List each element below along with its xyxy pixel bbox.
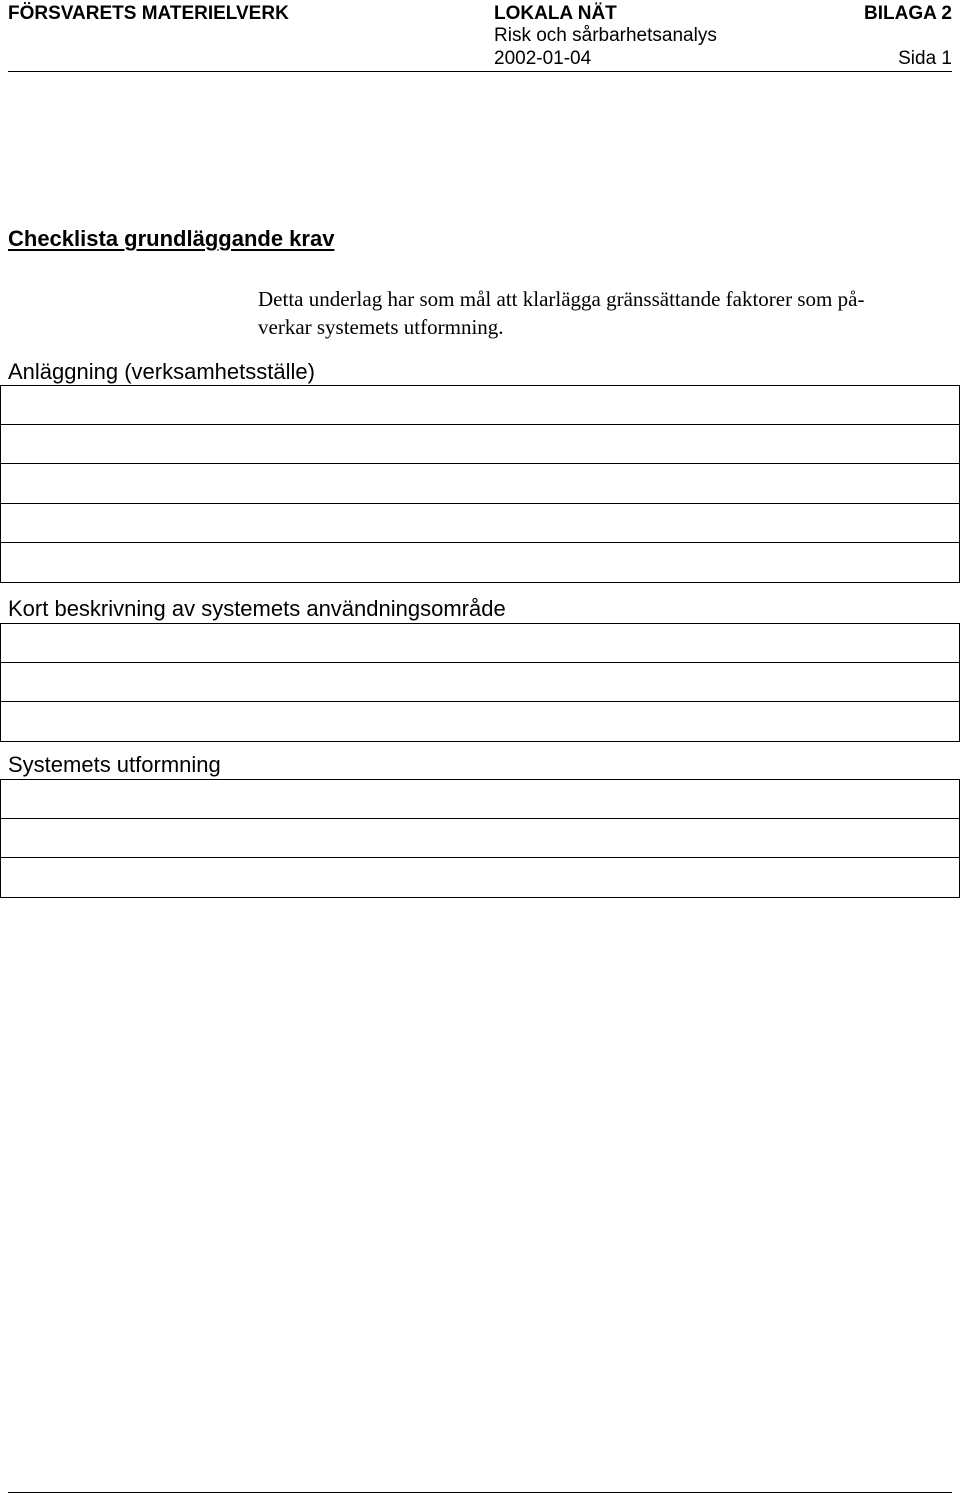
header-doc-title: Risk och sårbarhetsanalys — [494, 25, 717, 46]
usage-field-row-3[interactable] — [1, 702, 959, 742]
footer-rule — [8, 1492, 952, 1493]
facility-field-row-1[interactable] — [1, 385, 959, 425]
header-rule — [8, 71, 952, 72]
intro-paragraph — [258, 285, 938, 341]
header-attachment: BILAGA 2 — [864, 3, 952, 24]
design-field-row-2[interactable] — [1, 819, 959, 859]
facility-field-row-5[interactable] — [1, 543, 959, 583]
usage-fields — [0, 623, 960, 742]
header-page-number: Sida 1 — [898, 48, 952, 69]
section-label-design: Systemets utformning — [8, 752, 221, 777]
design-field-row-1[interactable] — [1, 779, 959, 819]
header-date: 2002-01-04 — [494, 48, 592, 69]
header-org: FÖRSVARETS MATERIELVERK — [8, 3, 289, 24]
header-project: LOKALA NÄT — [494, 3, 617, 24]
design-field-row-3[interactable] — [1, 858, 959, 898]
facility-field-row-4[interactable] — [1, 504, 959, 544]
facility-field-row-2[interactable] — [1, 425, 959, 465]
facility-field-row-3[interactable] — [1, 464, 959, 504]
facility-fields — [0, 385, 960, 583]
intro-line-1: Detta underlag har som mål att klarlägga gränssättande faktorer som på- — [258, 287, 865, 311]
section-label-facility: Anläggning (verksamhetsställe) — [8, 359, 315, 384]
page-title: Checklista grundläggande krav — [8, 226, 335, 251]
design-fields — [0, 779, 960, 898]
intro-line-2: verkar systemets utformning. — [258, 315, 504, 339]
section-label-usage: Kort beskrivning av systemets användningsområde — [8, 596, 506, 621]
usage-field-row-1[interactable] — [1, 623, 959, 663]
usage-field-row-2[interactable] — [1, 663, 959, 703]
